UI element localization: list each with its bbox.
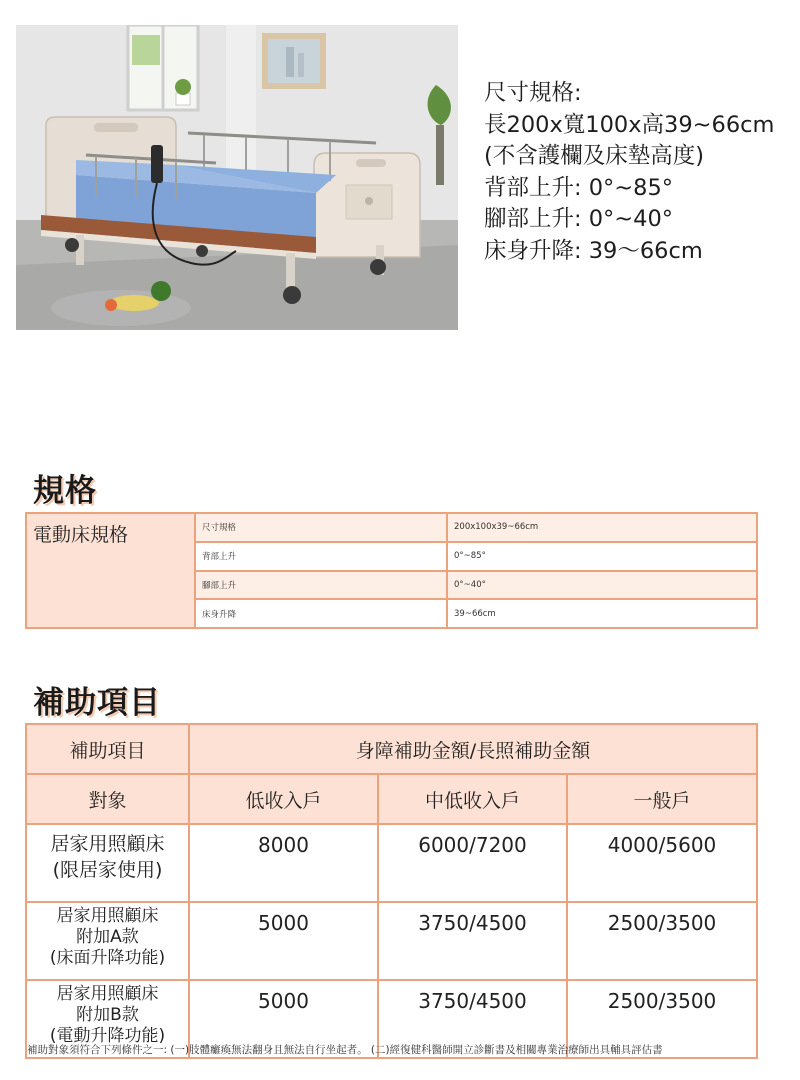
spec-row-name: 背部上升 [195, 542, 447, 571]
row-label [26, 902, 189, 980]
spec-section-title: 規格 [33, 473, 97, 509]
target-label: 對象 [26, 774, 189, 824]
subsidy-data-row [26, 902, 757, 980]
target-mid-low-income: 中低收入戶 [378, 774, 567, 824]
spec-row-value: 0°~85° [447, 542, 757, 571]
spec-summary [484, 78, 796, 267]
spec-row-value: 39~66cm [447, 599, 757, 628]
spec-row-name: 尺寸規格 [195, 513, 447, 542]
subsidy-header-item: 補助項目 [26, 724, 189, 774]
row-label-line: 居家用照顧床 [50, 833, 165, 855]
spec-row [26, 513, 757, 542]
amount-cell: 3750/4500 [378, 980, 567, 1058]
row-label [26, 824, 189, 902]
amount-cell: 8000 [189, 824, 378, 902]
spec-line-back: 背部上升: 0°~85° [484, 174, 674, 201]
spec-line-size: 長200x寬100x高39~66cm [484, 111, 775, 138]
spec-line-height: 床身升降: 39～66cm [484, 237, 703, 264]
bed-photo [16, 25, 458, 330]
row-label-line: (限居家使用) [52, 859, 163, 881]
subsidy-section-title: 補助項目 [33, 685, 161, 721]
amount-cell: 3750/4500 [378, 902, 567, 980]
amount-cell: 4000/5600 [567, 824, 757, 902]
amount-cell: 5000 [189, 902, 378, 980]
spec-category: 電動床規格 [26, 513, 195, 628]
spec-row-name: 腳部上升 [195, 571, 447, 600]
subsidy-data-row [26, 824, 757, 902]
amount-cell: 6000/7200 [378, 824, 567, 902]
target-general: 一般戶 [567, 774, 757, 824]
spec-row-value: 200x100x39~66cm [447, 513, 757, 542]
subsidy-table [25, 723, 758, 1059]
row-label-line: 附加B款 [76, 1005, 139, 1025]
eligibility-footnote: 補助對象須符合下列條件之一: (一)肢體癱瘓無法翻身且無法自行坐起者。 (二)經復健科醫師開立診斷書及相關專業治療師出具輔具評估書 [27, 1044, 663, 1056]
subsidy-header-row [26, 724, 757, 774]
spec-line-title: 尺寸規格: [484, 80, 582, 106]
spec-line-foot: 腳部上升: 0°~40° [484, 206, 674, 232]
row-label-line: (電動升降功能) [49, 1026, 166, 1046]
row-label-line: 居家用照顧床 [56, 906, 159, 926]
amount-cell: 2500/3500 [567, 980, 757, 1058]
row-label-line: (床面升降功能) [49, 948, 166, 968]
spec-line-note: (不含護欄及床墊高度) [484, 143, 705, 169]
target-low-income: 低收入戶 [189, 774, 378, 824]
amount-cell: 2500/3500 [567, 902, 757, 980]
spec-row-name: 床身升降 [195, 599, 447, 628]
amount-cell: 5000 [189, 980, 378, 1058]
spec-table [25, 512, 758, 629]
row-label-line: 附加A款 [76, 927, 139, 947]
subsidy-target-row [26, 774, 757, 824]
subsidy-header-amount: 身障補助金額/長照補助金額 [189, 724, 757, 774]
row-label-line: 居家用照顧床 [56, 984, 159, 1004]
spec-row-value: 0°~40° [447, 571, 757, 600]
